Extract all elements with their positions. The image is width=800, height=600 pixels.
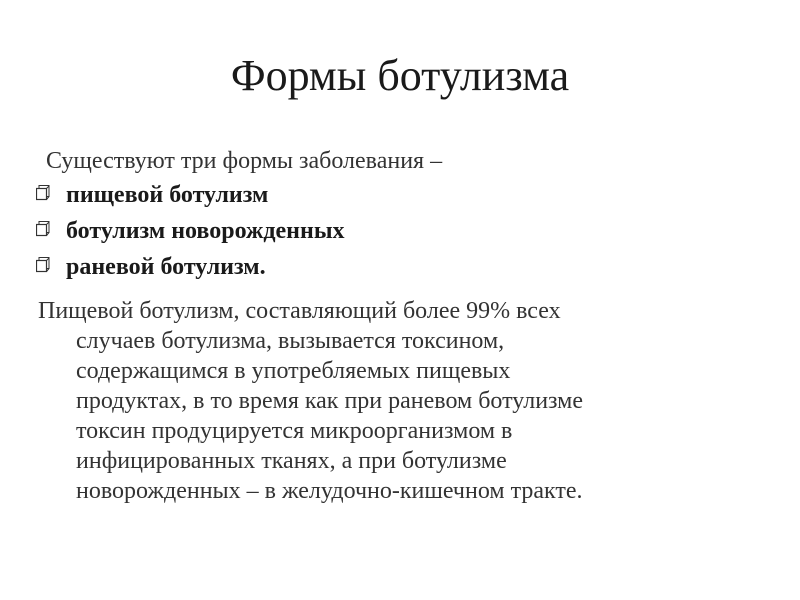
body-paragraph — [38, 296, 758, 506]
checkbox-bullet-icon — [36, 185, 50, 201]
bullet-text: раневой ботулизм. — [66, 254, 266, 280]
paragraph-line: случаев ботулизма, вызывается токсином, — [76, 328, 505, 354]
checkbox-bullet-icon — [36, 221, 50, 237]
intro-text: Существуют три формы заболевания – — [46, 148, 443, 174]
paragraph-line: токсин продуцируется микроорганизмом в — [76, 418, 513, 444]
paragraph-line: Пищевой ботулизм, составляющий более 99% всех — [38, 298, 561, 324]
paragraph-line: содержащимся в употребляемых пищевых — [76, 358, 511, 384]
slide-title: Формы ботулизма — [230, 51, 570, 100]
bullet-list — [0, 180, 800, 288]
list-item — [0, 252, 800, 288]
list-item — [0, 216, 800, 252]
paragraph-line: новорожденных – в желудочно-кишечном тракте. — [76, 478, 583, 504]
list-item — [0, 180, 800, 216]
paragraph-line: продуктах, в то время как при раневом ботулизме — [76, 388, 584, 414]
bullet-text: пищевой ботулизм — [66, 182, 269, 208]
checkbox-bullet-icon — [36, 257, 50, 273]
bullet-text: ботулизм новорожденных — [66, 218, 345, 244]
paragraph-line: инфицированных тканях, а при ботулизме — [76, 448, 507, 474]
